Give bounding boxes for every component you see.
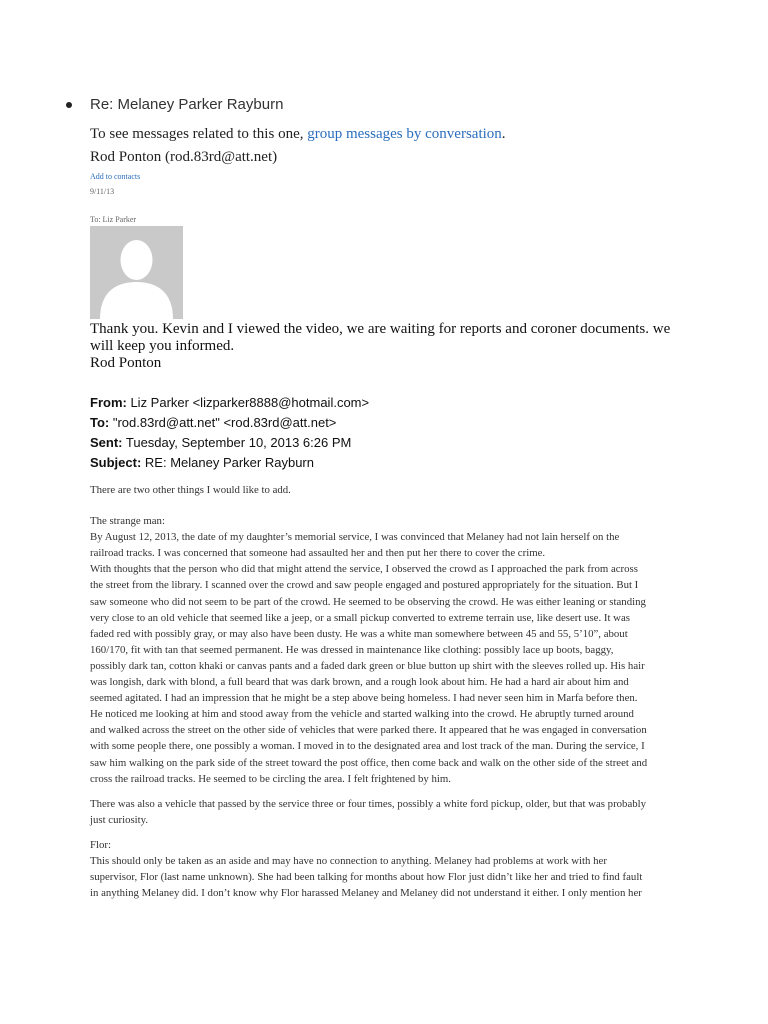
letter-line: and walked across the street on the other side of vehicles that were parked there. It appeared that he was engaged in conversation [90, 724, 647, 737]
sent-label: Sent: [90, 435, 123, 450]
subject-row [90, 453, 369, 473]
message-subject[interactable]: Re: Melaney Parker Rayburn [90, 96, 284, 113]
letter-line: with some people there, one possibly a woman. I moved in to the designated area and lost track of the man. During the service, I [90, 740, 645, 753]
letter-line: just curiosity. [90, 813, 149, 826]
avatar [90, 226, 183, 319]
letter-line: the street from the library. I scanned over the crowd and saw people engaged and postured appropriately for the situation. But I [90, 579, 639, 592]
group-by-conversation-link[interactable]: group messages by conversation [307, 126, 502, 142]
sent-value: Tuesday, September 10, 2013 6:26 PM [122, 435, 352, 450]
from-row [90, 393, 369, 413]
message-subject-row[interactable] [66, 96, 283, 113]
sender-name: Rod Ponton (rod.83rd@att.net) [90, 149, 278, 165]
to-label: To: [90, 415, 110, 430]
section-heading-strange-man: The strange man: [90, 515, 165, 528]
letter-line: in anything Melaney did. I don’t know why Flor harassed Melaney and Melaney did not understand it either. I only mention her [90, 887, 642, 900]
letter-line: saw him walking on the park side of the street toward the post office, then come back and walk on the other side of the street and [90, 756, 648, 769]
to-value: "rod.83rd@att.net" <rod.83rd@att.net> [109, 415, 337, 430]
letter-line: He noticed me looking at him and stood away from the vehicle and started walking into the crowd. He abruptly turned around [90, 708, 634, 721]
letter-line: saw someone who did not seem to be part of the crowd. He seemed to be observing the crowd. He was either leaning or standing [90, 595, 646, 608]
quoted-header [90, 393, 369, 473]
letter-line: supervisor, Flor (last name unknown). She had been talking for months about how Flor just didn’t like her and tried to find fault [90, 871, 643, 884]
reply-body [90, 321, 690, 372]
letter-line: With thoughts that the person who did that might attend the service, I observed the crowd as I approached the park from across [90, 563, 638, 576]
subject-value: RE: Melaney Parker Rayburn [141, 455, 314, 470]
letter-line: railroad tracks. I was concerned that someone had assaulted her and then put her there to cover the crime. [90, 547, 546, 560]
reply-line: will keep you informed. [90, 338, 235, 354]
letter-line: seemed agitated. I had an impression that he might be a step above being homeless. I had never seen him in Marfa before then. [90, 692, 638, 705]
letter-line: possibly dark tan, cotton khaki or canvas pants and a faded dark green or blue button up shirt with the sleeves rolled up. His hair [90, 659, 645, 672]
letter-line: 160/170, fit with tan that seemed permanent. He was dressed in maintenance like clothing: possibly lace up boots, baggy, [90, 643, 614, 656]
from-label: From: [90, 395, 127, 410]
to-row [90, 413, 369, 433]
letter-line: very close to an old vehicle that seemed like a jeep, or a small pickup converted to extreme terrain use, like desert use. It was [90, 611, 630, 624]
letter-line: There was also a vehicle that passed by the service three or four times, possibly a white ford pickup, older, but that was probably [90, 797, 647, 810]
letter-line: By August 12, 2013, the date of my daughter’s memorial service, I was convinced that Melaney had not lain herself on the [90, 531, 620, 544]
sent-row [90, 433, 369, 453]
letter-line: was longish, dark with blond, a full beard that was dark brown, and a rough look about him. He had a hard air about him and [90, 676, 629, 689]
add-to-contacts-link[interactable]: Add to contacts [90, 172, 141, 181]
reply-line: Thank you. Kevin and I viewed the video, we are waiting for reports and coroner documents. we [90, 321, 671, 337]
quoted-letter [90, 482, 682, 901]
reply-signature: Rod Ponton [90, 355, 162, 371]
letter-intro: There are two other things I would like to add. [90, 484, 291, 496]
section-heading-flor: Flor: [90, 838, 111, 851]
subject-label: Subject: [90, 455, 142, 470]
recipient-line: To: Liz Parker [90, 215, 137, 224]
related-suffix: . [501, 126, 506, 142]
message-date: 9/11/13 [90, 187, 115, 196]
related-prefix: To see messages related to this one, [90, 126, 308, 142]
related-messages-text [90, 126, 506, 143]
letter-line: cross the railroad tracks. He seemed to be circling the area. I felt frightened by him. [90, 772, 451, 785]
bullet-icon [66, 102, 72, 108]
letter-line: faded red with possibly gray, or may also have been dusty. He was a white man somewhere between 45 and 55, 5’10”, about [90, 627, 628, 640]
letter-line: This should only be taken as an aside and may have no connection to anything. Melaney had problems at work with her [90, 854, 607, 867]
avatar-silhouette-icon [90, 226, 183, 319]
from-value: Liz Parker <lizparker8888@hotmail.com> [126, 395, 370, 410]
